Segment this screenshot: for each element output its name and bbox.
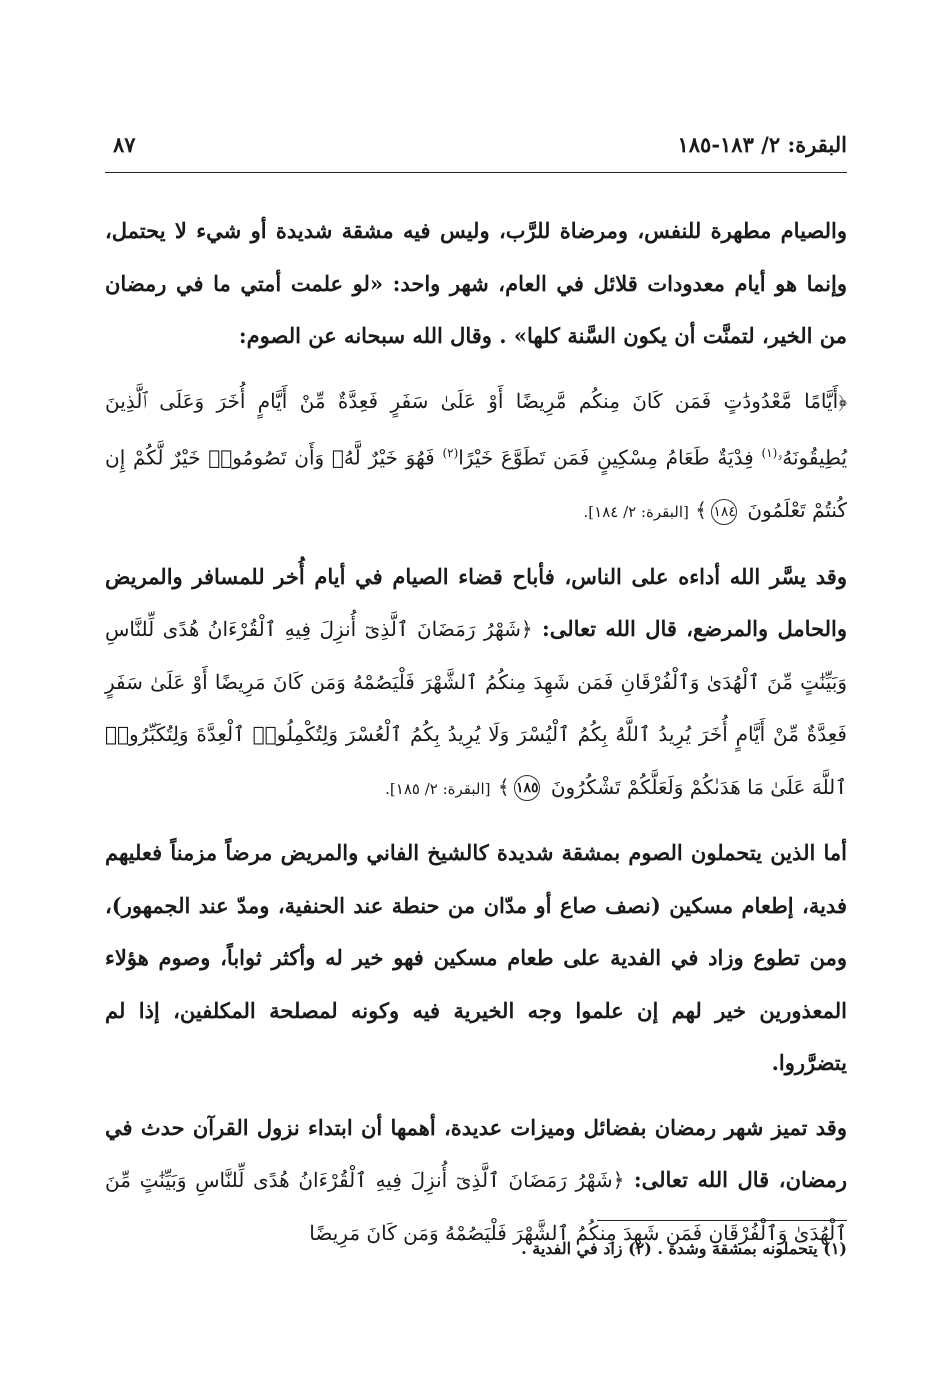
paragraph-text: وقد تميز شهر رمضان بفضائل وميزات عديدة، أهمها أن ابتداء نزول القرآن حدث في رمضان، قال الله تعالى:	[105, 1114, 848, 1193]
ayah-number-badge: ١٨٥	[514, 775, 540, 801]
paragraph-fidya	[105, 827, 847, 1090]
quran-verse: ﴿أَيَّامًا مَّعْدُودَٰتٍ فَمَن كَانَ مِنكُم مَّرِيضًا أَوْ عَلَىٰ سَفَرٍ فَعِدَّةٌ مِّنْ أَيَّامٍ أُخَرَ وَعَلَى ٱلَّذِينَ يُطِيقُونَهُۥ	[105, 388, 848, 470]
footnotes: (١) يتحملونه بمشقة وشدة . (٢) زاد في الفدية .	[521, 1239, 847, 1258]
page-body	[105, 205, 847, 1271]
book-page	[105, 0, 847, 1373]
paragraph-text: وقد يسَّر الله أداءه على الناس، فأباح قضاء الصيام في أيام أُخر للمسافر والمريض والحامل والمرضع، قال الله تعالى:	[105, 563, 848, 642]
header-divider	[105, 172, 847, 173]
verse-reference: [البقرة: ٢/ ١٨٤].	[583, 503, 689, 522]
footnote-marker-1: (١)	[761, 446, 778, 460]
quran-verse-end: فَهُوَ خَيْرٌ لَّهُۥ وَأَن تَصُومُوا۟ خَيْرٌ لَّكُمْ إِن كُنتُمْ تَعْلَمُونَ	[105, 445, 847, 523]
verse-block-184	[105, 375, 847, 539]
verse-close-bracket: ﴾	[497, 774, 510, 799]
quran-verse-cont: فِدْيَةٌ طَعَامُ مِسْكِينٍ فَمَن تَطَوَّعَ خَيْرًا	[458, 445, 754, 470]
paragraph-text: أما الذين يتحملون الصوم بمشقة شديدة كالشيخ الفاني والمريض مرضاً مزمناً فعليهم فدية، إطعام مسكين (نصف صاع أو مدّان من حنطة عند الحنفية، ومدّ عند الجمهور)، ومن تطوع وزاد في الفدية على طعام مسكين فهو خير له وأكثر ثواباً، وصوم هؤلاء المعذورين خير لهم إن علموا وجه الخيرية فيه وكونه لمصلحة المكلفين، إذا لم يتضرَّروا.	[105, 840, 847, 1076]
page-number: ٨٧	[113, 132, 136, 157]
footnote-divider	[597, 1220, 847, 1221]
footnote-marker-2: (٢)	[442, 446, 459, 460]
chapter-reference: البقرة: ٢/ ١٨٣-١٨٥	[677, 132, 847, 157]
verse-close-bracket: ﴾	[695, 498, 707, 523]
verse-reference: [البقرة: ٢/ ١٨٥].	[385, 779, 491, 798]
quran-verse: ﴿شَهْرُ رَمَضَانَ ٱلَّذِىٓ أُنزِلَ فِيهِ ٱلْقُرْءَانُ هُدًى لِّلنَّاسِ وَبَيِّنَٰتٍ مِّنَ ٱلْهُدَىٰ وَٱلْفُرْقَانِ فَمَن شَهِدَ مِنكُمُ ٱلشَّهْرَ فَلْيَصُمْهُ وَمَن كَانَ مَرِيضًا	[105, 1168, 847, 1245]
ayah-number-badge: ١٨٤	[711, 499, 737, 525]
paragraph-fasting-purity	[105, 205, 847, 363]
paragraph-ease	[105, 551, 847, 816]
paragraph-text: والصيام مطهرة للنفس، ومرضاة للرَّب، وليس فيه مشقة شديدة أو شيء لا يحتمل، وإنما هو أيام معدودات قلائل في العام، شهر واحد: «لو علمت أمتي ما في رمضان من الخير، لتمنَّت أن يكون السَّنة كلها» . وقال الله سبحانه عن الصوم:	[105, 218, 847, 348]
running-header	[105, 132, 847, 172]
quran-verse: ﴿شَهْرُ رَمَضَانَ ٱلَّذِىٓ أُنزِلَ فِيهِ ٱلْقُرْءَانُ هُدًى لِّلنَّاسِ وَبَيِّنَٰتٍ مِّنَ ٱلْهُدَىٰ وَٱلْفُرْقَانِ فَمَن شَهِدَ مِنكُمُ ٱلشَّهْرَ فَلْيَصُمْهُ وَمَن كَانَ مَرِيضًا أَوْ عَلَىٰ سَفَرٍ فَعِدَّةٌ مِّنْ أَيَّامٍ أُخَرَ يُرِيدُ ٱللَّهُ بِكُمُ ٱلْيُسْرَ وَلَا يُرِيدُ بِكُمُ ٱلْعُسْرَ وَلِتُكْمِلُوا۟ ٱلْعِدَّةَ وَلِتُكَبِّرُوا۟ ٱللَّهَ عَلَىٰ مَا هَدَىٰكُمْ وَلَعَلَّكُمْ تَشْكُرُونَ	[105, 617, 847, 799]
